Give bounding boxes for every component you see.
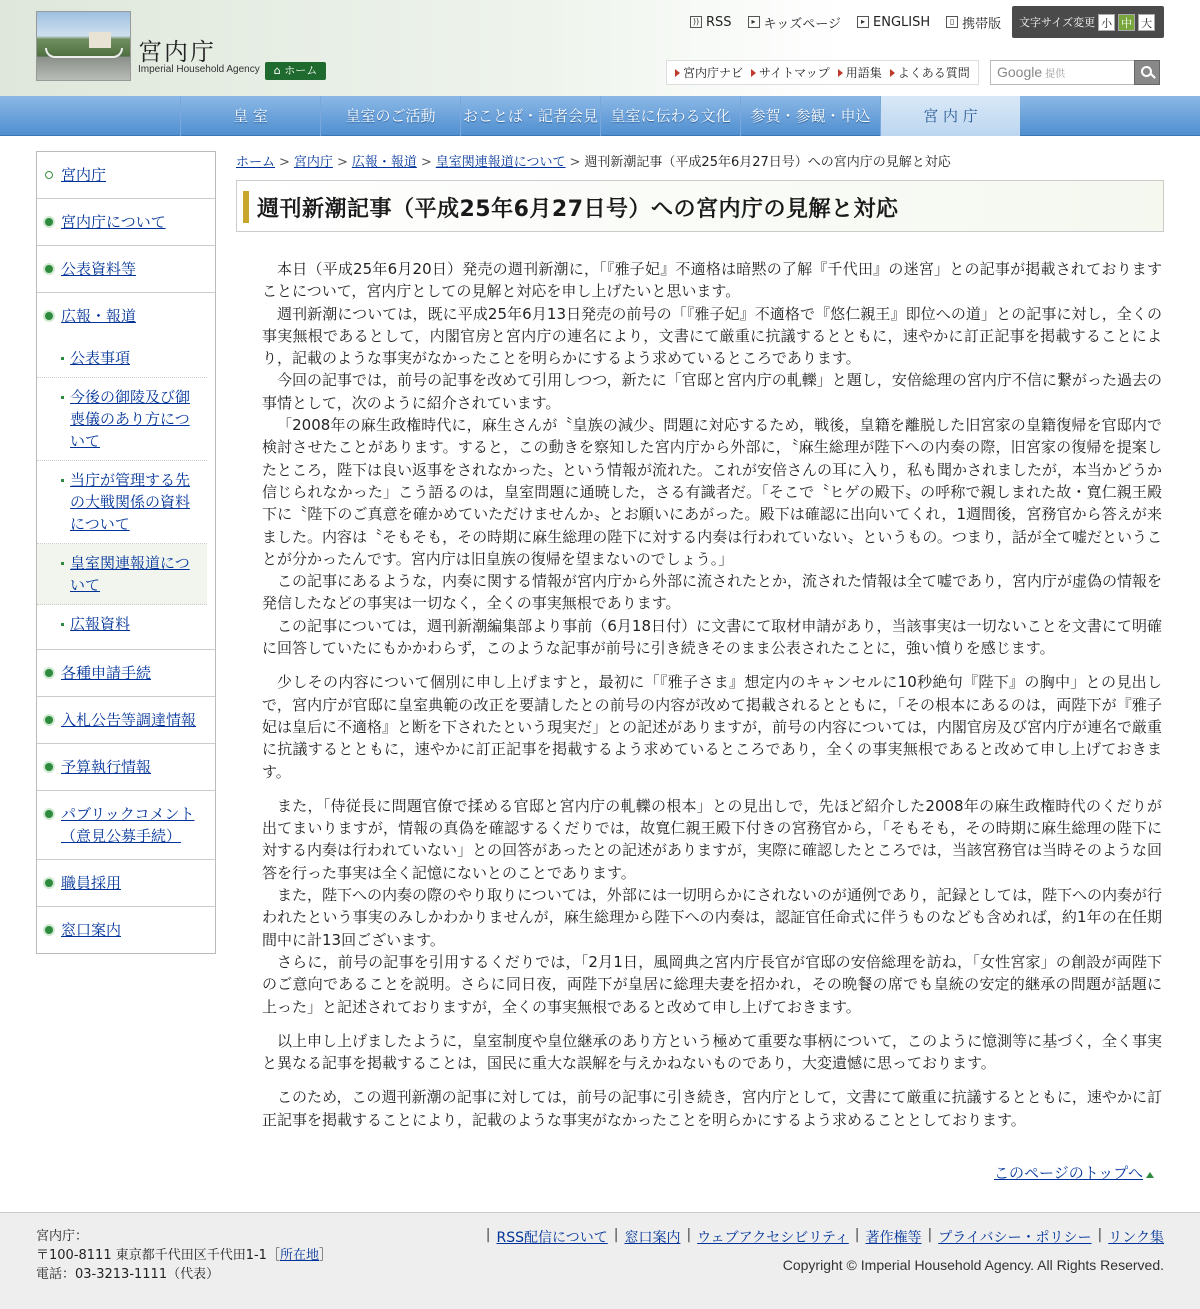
breadcrumb-separator: > bbox=[279, 155, 290, 170]
article-paragraph: 今回の記事では，前号の記事を改めて引用しつつ，新たに「官邸と宮内庁の軋轢」と題し，安倍総理の宮内庁不信に繋がった過去の事情として，次のように紹介されています。 bbox=[262, 371, 1163, 412]
article-paragraph: この記事については，週刊新潮編集部より事前（6月18日付）に文書にて取材申請があり，当該事実は一切ないことを文書にて明確に回答していたにもかかわらず，このような記事が前号に引き続きそのまま公表されたことに，強い憤りを感じます。 bbox=[262, 616, 1162, 658]
bullet-icon bbox=[45, 716, 53, 724]
sidebar-submenu bbox=[37, 339, 215, 650]
article-paragraph: さらに，前号の記事を引用するくだりでは，「2月1日，風岡典之宮内庁長官が官邸の安倍総理を訪ね，「女性宮家」の創設が両陛下のご意向であることを説明。さらに同日夜，両陛下が皇居に総理夫妻を招かれ，その晩餐の席でも皇統の安定的継承の問題が話題に上った」と記述されておりますが，全くの事実無根であると改めて申し上げておきます。 bbox=[262, 952, 1162, 1016]
footer-address bbox=[36, 1227, 332, 1284]
bullet-icon bbox=[61, 396, 64, 399]
kids-label: キッズページ bbox=[763, 16, 842, 32]
play-icon: ▸ bbox=[748, 16, 760, 28]
bullet-icon bbox=[45, 879, 53, 887]
sidebar-item-label[interactable]: 予算執行情報 bbox=[61, 758, 152, 776]
sidebar-item-procurement[interactable] bbox=[37, 697, 215, 744]
rss-link[interactable] bbox=[690, 12, 732, 32]
footer-org: 宮内庁： bbox=[36, 1229, 89, 1244]
gnav-culture[interactable]: 皇室に伝わる文化 bbox=[600, 96, 740, 136]
site-subtitle: Imperial Household Agency bbox=[138, 64, 260, 75]
footer-separator: | bbox=[854, 1227, 860, 1243]
sidebar-item-label[interactable]: 各種申請手続 bbox=[61, 664, 152, 682]
text-size-large[interactable]: 大 bbox=[1138, 14, 1155, 31]
global-nav bbox=[0, 96, 1200, 136]
footer-link-contact[interactable]: 窓口案内 bbox=[624, 1230, 681, 1246]
article-paragraph: 少しその内容について個別に申し上げますと，最初に「『雅子さま』想定内のキャンセルに10秒絶句『陛下』の胸中」との見出しで，宮内庁が官邸に皇室典範の改正を要請したとの前号の内容が改めて掲載されるとともに，「その根本にあるのは，両陛下が『雅子妃は皇后に不適格』と断を下されたという現実だ」との記述がありますが，前号の内容については，内閣官房及び宮内庁が連名で厳重に抗議するとともに，速やかに訂正記事を掲載するよう求めているところであり，全くの事実無根であると改めて申し上げておきます。 bbox=[262, 673, 1162, 781]
sidebar-subitem-mausoleum[interactable] bbox=[37, 378, 207, 461]
sidebar-subitem-pr-materials[interactable] bbox=[37, 605, 207, 643]
sidebar-subitem-press-reports[interactable] bbox=[37, 544, 207, 605]
palace-tower-shape bbox=[89, 32, 111, 48]
site-title[interactable]: 宮内庁 bbox=[138, 38, 216, 66]
article-body bbox=[262, 258, 1162, 1131]
gnav-koshitsu[interactable]: 皇 室 bbox=[180, 96, 320, 136]
play-icon: ▸ bbox=[857, 16, 869, 28]
sidebar-item-label[interactable]: 入札公告等調達情報 bbox=[61, 711, 197, 729]
english-link[interactable] bbox=[857, 12, 930, 32]
gnav-okotoba[interactable]: おことば・記者会見 bbox=[460, 96, 600, 136]
bullet-icon bbox=[61, 357, 64, 360]
breadcrumb-separator: > bbox=[569, 155, 581, 170]
sidebar-item-label[interactable]: 宮内庁 bbox=[61, 166, 107, 184]
footer-separator: | bbox=[686, 1227, 692, 1243]
footer-separator: | bbox=[485, 1227, 491, 1243]
sidebar-item-kunaicho[interactable] bbox=[37, 152, 215, 199]
footer-phone: 電話：03-3213-1111（代表） bbox=[36, 1267, 220, 1282]
bullet-icon bbox=[45, 218, 53, 226]
article-paragraph: 週刊新潮については，既に平成25年6月13日発売の前号の「『雅子妃』不適格で『悠仁親王』即位への道」との記事に対し，全くの事実無根であるとして，内閣官房と宮内庁の連名により，文書にて厳重に抗議するとともに，速やかに訂正記事を掲載することにより，記載のような事実がなかったことを明らかにするよう求めているところであります。 bbox=[262, 304, 1162, 368]
nav-faq[interactable] bbox=[890, 64, 970, 81]
bullet-icon bbox=[45, 926, 53, 934]
logo-photo[interactable] bbox=[36, 11, 131, 81]
mobile-icon: ▯ bbox=[946, 16, 958, 28]
english-label: ENGLISH bbox=[873, 14, 931, 30]
sidebar-subitem-label[interactable]: 広報資料 bbox=[70, 615, 131, 633]
nav-sitemap[interactable] bbox=[751, 64, 830, 81]
gnav-activities[interactable]: 皇室のご活動 bbox=[320, 96, 460, 136]
footer-link-rss[interactable]: RSS配信について bbox=[496, 1230, 608, 1246]
nav-glossary[interactable] bbox=[838, 64, 882, 81]
bullet-icon bbox=[45, 763, 53, 771]
sidebar-item-label[interactable]: パブリックコメント（意見公募手続） bbox=[61, 805, 195, 845]
sidebar-item-label[interactable]: 公表資料等 bbox=[61, 260, 137, 278]
kids-link[interactable] bbox=[748, 12, 841, 32]
sidebar-item-pr[interactable] bbox=[37, 293, 215, 339]
footer-link-links[interactable]: リンク集 bbox=[1108, 1230, 1164, 1246]
gnav-visits[interactable]: 参賀・参観・申込 bbox=[740, 96, 880, 136]
footer-link-privacy[interactable]: プライバシー・ポリシー bbox=[938, 1230, 1092, 1246]
gnav-kunaicho[interactable]: 宮 内 庁 bbox=[880, 96, 1020, 136]
rss-label: RSS bbox=[706, 14, 732, 30]
article-paragraph: 本日（平成25年6月20日）発売の週刊新潮に，「『雅子妃』不適格は暗黙の了解『千代田』の迷宮」との記事が掲載されておりますことについて，宮内庁としての見解と対応を申し上げたいと思います。 bbox=[262, 260, 1162, 301]
sidebar-subitem-label[interactable]: 今後の御陵及び御喪儀のあり方について bbox=[70, 388, 191, 450]
footer-map-link[interactable]: 所在地 bbox=[279, 1248, 319, 1263]
footer-links bbox=[486, 1227, 1164, 1247]
footer-separator: | bbox=[927, 1227, 933, 1243]
bridge-shape bbox=[45, 48, 123, 58]
sidebar-item-applications[interactable] bbox=[37, 650, 215, 697]
text-size-small[interactable]: 小 bbox=[1098, 14, 1115, 31]
title-accent-bar bbox=[243, 191, 249, 223]
nav-kunaicho-navi[interactable] bbox=[675, 64, 743, 81]
footer-address-line: 〒100-8111 東京都千代田区千代田1-1［所在地］ bbox=[36, 1248, 333, 1263]
text-size-label: 文字サイズ変更 bbox=[1019, 16, 1096, 29]
breadcrumb-pr[interactable]: 広報・報道 bbox=[351, 155, 417, 170]
arrow-icon bbox=[675, 69, 680, 77]
article-paragraph: 「2008年の麻生政権時代に，麻生さんが〝皇族の減少〟問題に対応するため，戦後，皇籍を離脱した旧宮家の皇籍復帰を官邸内で検討させたことがあります。すると，この動きを察知した宮内庁から外部に，〝麻生総理が陛下への内奏の際，旧宮家の復帰を提案したところ，陛下は良い返事をされなかった〟という情報が流れた。これが安倍さんの耳に入り，私も聞かされましたが，本当かどうか信じられなかった」こう語るのは，皇室問題に通暁した，さる有識者だ。「そこで〝ヒゲの殿下〟の呼称で親しまれた故・寬仁親王殿下に〝陛下のご真意を確かめていただけませんか〟とお願いにあがった。殿下は確認に出向いてくれ，1週間後，宮務官から答えが来ました。内容は〝そもそも，その時期に麻生総理の陛下に対する内奏は行われていない〟というもの。つまり，話が全て嘘だということが分かったんです。宮内庁は旧皇族の復帰を望まないのでしょう。」 bbox=[262, 416, 1163, 568]
sidebar-subitem-label[interactable]: 当庁が管理する先の大戦関係の資料について bbox=[70, 471, 191, 533]
arrow-icon bbox=[838, 69, 843, 77]
search-icon-handle bbox=[1150, 73, 1156, 79]
text-size-medium[interactable]: 中 bbox=[1118, 14, 1135, 31]
breadcrumb-separator: > bbox=[336, 155, 348, 170]
utility-links bbox=[690, 12, 1001, 32]
sidebar-item-public-docs[interactable] bbox=[37, 246, 215, 293]
breadcrumb-press-reports[interactable]: 皇室関連報道について bbox=[435, 155, 566, 170]
bullet-icon bbox=[61, 623, 64, 626]
footer-separator: | bbox=[613, 1227, 619, 1243]
sidebar-subitem-announcements[interactable] bbox=[37, 339, 207, 378]
chevron-down-icon bbox=[45, 171, 53, 179]
mobile-link[interactable] bbox=[946, 12, 1001, 32]
article-paragraph: このため，この週刊新潮の記事に対しては，前号の記事に引き続き，宮内庁として，文書にて厳重に抗議するとともに，速やかに訂正記事を掲載することにより，記載のような事実がなかったことを明らかにするよう求めることとしております。 bbox=[262, 1088, 1162, 1129]
footer-address-text: 〒100-8111 東京都千代田区千代田1-1 bbox=[36, 1248, 267, 1263]
page-title-box bbox=[236, 180, 1164, 232]
sidebar-item-label[interactable]: 窓口案内 bbox=[61, 921, 122, 939]
bullet-icon bbox=[45, 669, 53, 677]
nav-label: サイトマップ bbox=[759, 66, 830, 80]
sidebar-item-label[interactable]: 職員採用 bbox=[61, 874, 122, 892]
article-paragraph: この記事にあるような，内奏に関する情報が宮内庁から外部に流されたとか，流された情報は全て嘘であり，宮内庁が虚偽の情報を発信したなどの事実は一切なく，全くの事実無根であります。 bbox=[262, 572, 1163, 613]
breadcrumb-current: 週刊新潮記事（平成25年6月27日号）への宮内庁の見解と対応 bbox=[584, 155, 951, 170]
search-placeholder: Google bbox=[997, 64, 1043, 80]
site-footer bbox=[0, 1212, 1200, 1309]
page-title: 週刊新潮記事（平成25年6月27日号）への宮内庁の見解と対応 bbox=[257, 197, 899, 222]
home-label: ホーム bbox=[284, 64, 318, 77]
footer-copyright: Copyright © Imperial Household Agency. All Rights Reserved. bbox=[782, 1257, 1164, 1273]
sidebar-item-label[interactable]: 広報・報道 bbox=[61, 307, 137, 325]
mobile-label: 携帯版 bbox=[962, 16, 1002, 32]
sidebar-item-label[interactable]: 宮内庁について bbox=[61, 213, 166, 231]
home-button[interactable]: ⌂ ホーム bbox=[265, 62, 326, 80]
secondary-nav bbox=[666, 60, 979, 85]
sidebar bbox=[36, 151, 216, 954]
nav-label: 宮内庁ナビ bbox=[683, 66, 744, 80]
arrow-up-icon bbox=[1146, 1172, 1154, 1178]
breadcrumb bbox=[236, 151, 1166, 170]
bullet-icon bbox=[45, 810, 53, 818]
sidebar-subitem-label[interactable]: 皇室関連報道について bbox=[70, 554, 190, 594]
search-input[interactable] bbox=[990, 60, 1135, 85]
nav-label: 用語集 bbox=[845, 66, 882, 80]
page-top-link[interactable] bbox=[994, 1162, 1154, 1183]
article-paragraph: 以上申し上げましたように，皇室制度や皇位継承のあり方という極めて重要な事柄について，このように憶測等に基づく，全く事実と異なる記事を掲載することは，国民に重大な誤解を与えかねないものであり，大変遺憾に思っております。 bbox=[262, 1031, 1162, 1073]
breadcrumb-separator: > bbox=[420, 155, 432, 170]
breadcrumb-home[interactable]: ホーム bbox=[236, 155, 276, 170]
sidebar-item-public-comment[interactable] bbox=[37, 791, 215, 860]
footer-link-copyright[interactable]: 著作権等 bbox=[865, 1230, 922, 1246]
bullet-icon bbox=[61, 479, 64, 482]
sidebar-item-contact[interactable] bbox=[37, 907, 215, 953]
arrow-icon bbox=[890, 69, 895, 77]
sidebar-subitem-label[interactable]: 公表事項 bbox=[70, 349, 131, 367]
sidebar-subitem-war-materials[interactable] bbox=[37, 461, 207, 544]
search-button[interactable] bbox=[1134, 60, 1160, 85]
sidebar-item-budget[interactable] bbox=[37, 744, 215, 791]
search-placeholder-small: 提供 bbox=[1045, 69, 1066, 80]
sidebar-item-recruit[interactable] bbox=[37, 860, 215, 907]
text-size-switcher bbox=[1012, 6, 1164, 38]
arrow-icon bbox=[751, 69, 756, 77]
nav-label: よくある質問 bbox=[897, 66, 970, 80]
rss-icon: )) bbox=[690, 16, 702, 28]
article-paragraph: また，陛下への内奏の際のやり取りについては，外部には一切明らかにされないのが通例であり，記録としては，陛下への内奏が行われたという事実のみしかわかりませんが，麻生総理から陛下への内奏は，認証官任命式に伴うものなども含めれば，約1年の在任期間中に計13回ございます。 bbox=[262, 886, 1162, 949]
site-header bbox=[0, 0, 1200, 96]
sidebar-item-about[interactable] bbox=[37, 199, 215, 246]
breadcrumb-kunaicho[interactable]: 宮内庁 bbox=[293, 155, 333, 170]
bullet-icon bbox=[45, 265, 53, 273]
bullet-icon bbox=[61, 562, 64, 565]
page-top-label[interactable]: このページのトップへ bbox=[994, 1164, 1143, 1182]
footer-link-accessibility[interactable]: ウェブアクセシビリティ bbox=[697, 1230, 849, 1246]
footer-separator: | bbox=[1097, 1227, 1103, 1243]
bullet-icon bbox=[45, 312, 53, 320]
article-paragraph: また，「侍従長に問題官僚で揉める官邸と宮内庁の軋轢の根本」との見出しで，先ほど紹介した2008年の麻生政権時代のくだりが出てまいりますが，情報の真偽を確認するくだりでは，故寬仁親王殿下付きの宮務官から，「そもそも，その時期に麻生総理の陛下に対する内奏は行われていない」との回答があったとの記述がありますが，実際に確認したところでは，当該宮務官は当時そのような回答を行った事実は全く記憶にないとのことであります。 bbox=[262, 796, 1162, 882]
